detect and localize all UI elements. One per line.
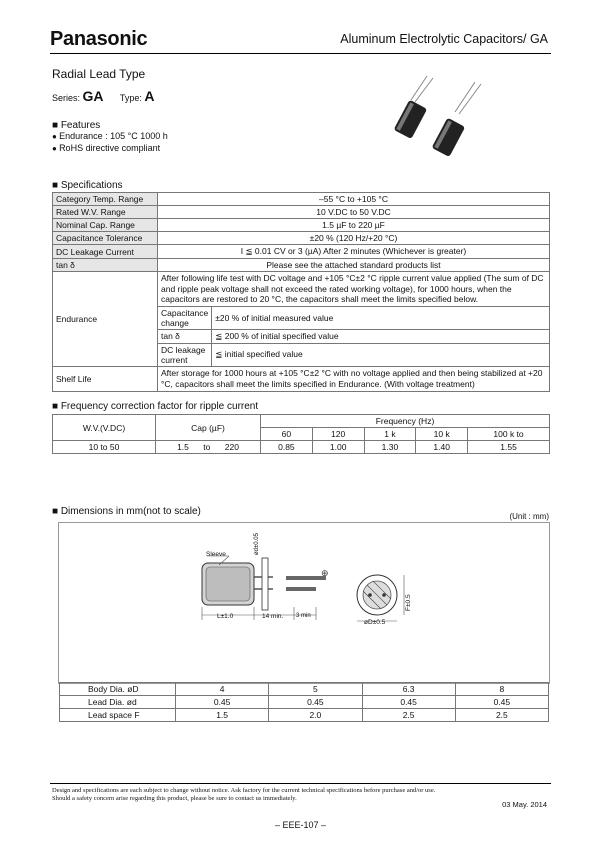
table-row xyxy=(60,696,549,709)
dimensions-table xyxy=(59,682,549,722)
spec-label: Capacitance Tolerance xyxy=(53,232,158,245)
freq-header: 1 k xyxy=(364,428,416,441)
spec-label: Nominal Cap. Range xyxy=(53,219,158,232)
table-row xyxy=(53,259,550,272)
table-row xyxy=(53,232,550,245)
cap-to-word: to xyxy=(203,442,211,452)
dim-cell: 2.0 xyxy=(269,709,362,722)
wv-cell: 10 to 50 xyxy=(53,441,156,454)
lead-type: Radial Lead Type xyxy=(52,67,146,81)
endurance-item-label: DC leakage current xyxy=(158,343,212,366)
footer-line: Design and specifications are each subject to change without notice. Ask factory for the current technical specifications before purchase and/or use. xyxy=(52,787,436,794)
series-label: Series: xyxy=(52,93,81,103)
footer-notice xyxy=(52,787,435,803)
type-label: Type: xyxy=(119,93,142,103)
table-row xyxy=(53,219,550,232)
col-header: W.V.(V.DC) xyxy=(53,415,156,441)
table-row xyxy=(53,206,550,219)
spec-value: ±20 % (120 Hz/+20 °C) xyxy=(158,232,550,245)
unit-label: (Unit : mm) xyxy=(509,512,549,521)
endurance-item-value: ≦ initial specified value xyxy=(212,343,550,366)
footer-rule xyxy=(50,783,551,784)
specifications-heading: ■ Specifications xyxy=(52,180,123,191)
dim-cell: 0.45 xyxy=(362,696,455,709)
sleeve-label: Sleeve xyxy=(206,551,226,558)
lead-space-label: F±0.5 xyxy=(405,594,412,611)
dim-cell: 0.45 xyxy=(455,696,548,709)
dim-cell: 2.5 xyxy=(362,709,455,722)
row-label: Body Dia. øD xyxy=(60,683,176,696)
document-date: 03 May. 2014 xyxy=(502,800,547,809)
row-label: Lead space F xyxy=(60,709,176,722)
page-number: – EEE-107 – xyxy=(274,820,327,830)
feature-item: ● Endurance : 105 °C 1000 h xyxy=(52,131,168,141)
brand-logo: Panasonic xyxy=(50,28,148,50)
capacitor-photo xyxy=(385,72,495,162)
specifications-table xyxy=(52,192,550,392)
series-type-line xyxy=(52,88,169,104)
svg-text:⊕: ⊕ xyxy=(321,568,329,578)
dim-cell: 0.45 xyxy=(176,696,269,709)
dim-cell: 6.3 xyxy=(362,683,455,696)
table-row xyxy=(60,709,549,722)
factor-cell: 1.40 xyxy=(416,441,468,454)
col-header: Cap (µF) xyxy=(156,415,261,441)
dim-cell: 2.5 xyxy=(455,709,548,722)
spec-value: –55 °C to +105 °C xyxy=(158,193,550,206)
series-value: GA xyxy=(82,88,104,104)
table-row xyxy=(53,366,550,391)
col-header: Frequency (Hz) xyxy=(261,415,550,428)
spec-label: Category Temp. Range xyxy=(53,193,158,206)
table-row xyxy=(53,245,550,259)
header-rule xyxy=(50,53,551,54)
endurance-item-value: ±20 % of initial measured value xyxy=(212,306,550,329)
spec-label: tan δ xyxy=(53,259,158,272)
endurance-item-label: tan δ xyxy=(158,329,212,343)
endurance-item-value: ≦ 200 % of initial specified value xyxy=(212,329,550,343)
document-title: Aluminum Electrolytic Capacitors/ GA xyxy=(340,32,548,46)
endurance-item-label: Capacitance change xyxy=(158,306,212,329)
dim-cell: 8 xyxy=(455,683,548,696)
shelf-life-label: Shelf Life xyxy=(53,366,158,391)
spec-value: Please see the attached standard products list xyxy=(158,259,550,272)
dimension-drawing xyxy=(59,523,549,683)
table-row xyxy=(60,683,549,696)
feature-item: ● RoHS directive compliant xyxy=(52,143,160,153)
type-value: A xyxy=(144,88,155,104)
lead-dia-label: ød±0.05 xyxy=(254,533,260,555)
footer-line: Should a safety concern arise regarding this product, please be sure to contact us immediately. xyxy=(52,795,297,802)
frequency-table xyxy=(52,414,550,454)
freq-header: 10 k xyxy=(416,428,468,441)
spec-value: 1.5 µF to 220 µF xyxy=(158,219,550,232)
endurance-label: Endurance xyxy=(53,272,158,367)
min3-label: 3 min xyxy=(296,613,311,619)
dim-cell: 5 xyxy=(269,683,362,696)
table-row xyxy=(53,193,550,206)
spec-label: Rated W.V. Range xyxy=(53,206,158,219)
body-dia-label: øD±0.5 xyxy=(364,619,386,626)
freq-header: 60 xyxy=(261,428,313,441)
table-row xyxy=(53,415,550,428)
endurance-text: After following life test with DC voltage and +105 °C±2 °C ripple current value applied (The sum of DC and ripple peak voltage shall not exceed the rated working voltage), for 1000 hours, when the capacitors are restored to 20 °C, the capacitors shall meet the limits specified below. xyxy=(158,272,550,307)
features-heading: ■ Features xyxy=(52,120,100,131)
frequency-heading: ■ Frequency correction factor for ripple current xyxy=(52,401,258,412)
dim-cell: 1.5 xyxy=(176,709,269,722)
cap-cell xyxy=(156,441,261,454)
spec-value: I ≦ 0.01 CV or 3 (µA) After 2 minutes (Whichever is greater) xyxy=(158,245,550,259)
dimensions-heading: ■ Dimensions in mm(not to scale) xyxy=(52,506,201,517)
cap-from: 1.5 xyxy=(177,442,189,452)
freq-header: 100 k to xyxy=(468,428,550,441)
spec-label: DC Leakage Current xyxy=(53,245,158,259)
row-label: Lead Dia. ød xyxy=(60,696,176,709)
factor-cell: 1.55 xyxy=(468,441,550,454)
min-length-label: 14 min. xyxy=(262,613,284,620)
factor-cell: 1.00 xyxy=(312,441,364,454)
factor-cell: 0.85 xyxy=(261,441,313,454)
length-label: L±1.0 xyxy=(217,613,234,620)
dim-cell: 4 xyxy=(176,683,269,696)
dimension-drawing-box xyxy=(58,522,550,720)
cap-to: 220 xyxy=(224,442,239,452)
table-row xyxy=(53,441,550,454)
shelf-life-text: After storage for 1000 hours at +105 °C±2 °C with no voltage applied and then being stabilized at +20 °C, capacitors shall meet the limits specified in Endurance. (With voltage treatment) xyxy=(158,366,550,391)
freq-header: 120 xyxy=(312,428,364,441)
spec-value: 10 V.DC to 50 V.DC xyxy=(158,206,550,219)
factor-cell: 1.30 xyxy=(364,441,416,454)
dim-cell: 0.45 xyxy=(269,696,362,709)
table-row xyxy=(53,272,550,307)
